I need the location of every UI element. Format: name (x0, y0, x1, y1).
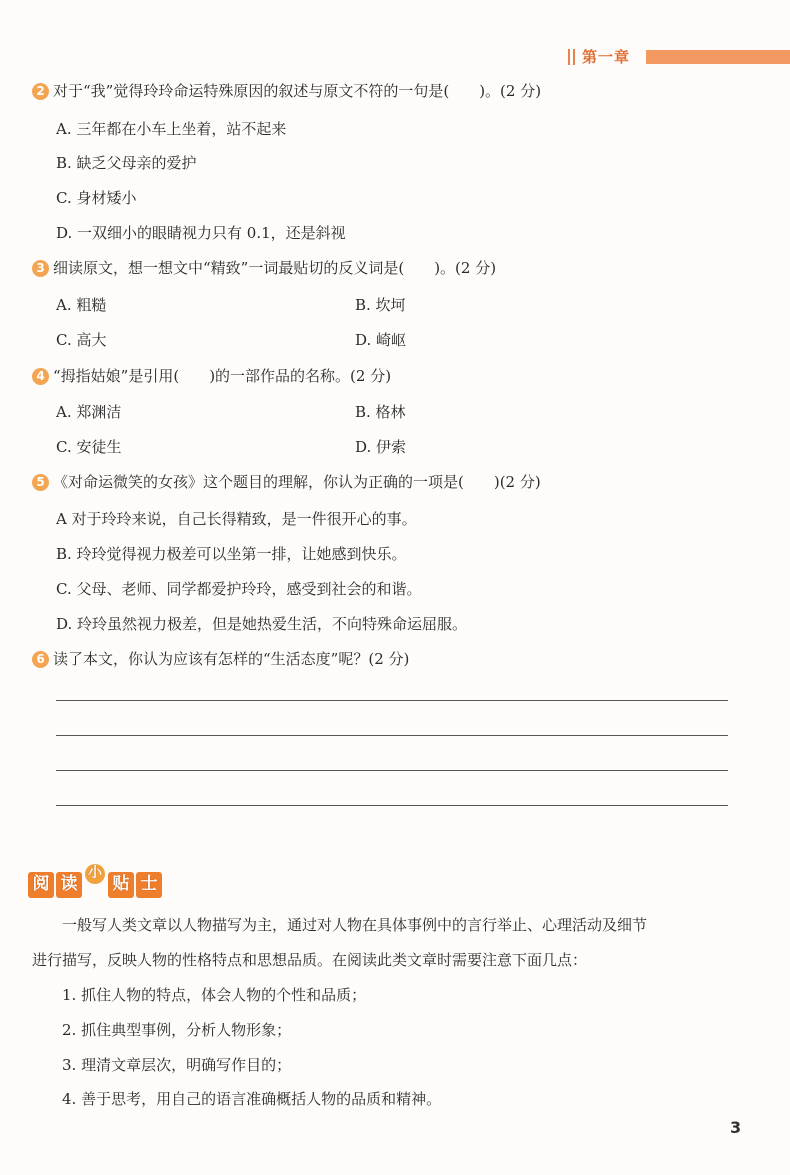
tip-point-4: 4. 善于思考，用自己的语言准确概括人物的品质和精神。 (62, 1090, 442, 1108)
option-3a: A. 粗糙 (56, 296, 107, 314)
tip-point-1: 1. 抓住人物的特点，体会人物的个性和品质； (62, 986, 367, 1004)
question-number-badge: 4 (32, 368, 49, 385)
page-number: 3 (730, 1118, 742, 1137)
question-text: “拇指姑娘”是引用( )的一部作品的名称。(2 分) (53, 367, 392, 385)
option-3b: B. 坎坷 (355, 296, 406, 314)
question-4 (32, 365, 391, 386)
tip-intro-line-1: 一般写人类文章以人物描写为主，通过对人物在具体事例中的言行举止、心理活动及细节 (62, 916, 648, 934)
option-5d: D. 玲玲虽然视力极差，但是她热爱生活，不向特殊命运屈服。 (56, 615, 468, 633)
option-4a: A. 郑渊洁 (56, 403, 122, 421)
chapter-header (568, 46, 790, 68)
answer-line-3[interactable] (56, 770, 728, 771)
tip-title-char: 读 (56, 872, 82, 898)
chapter-title: 第一章 (582, 48, 631, 66)
tip-point-2: 2. 抓住典型事例，分析人物形象； (62, 1021, 292, 1039)
answer-line-1[interactable] (56, 700, 728, 701)
question-text: 《对命运微笑的女孩》这个题目的理解，你认为正确的一项是( )(2 分) (53, 473, 541, 491)
option-2d: D. 一双细小的眼睛视力只有 0.1，还是斜视 (56, 224, 346, 242)
question-number-badge: 2 (32, 83, 49, 100)
option-4b: B. 格林 (355, 403, 406, 421)
option-5a: A 对于玲玲来说，自己长得精致，是一件很开心的事。 (56, 510, 417, 528)
question-6 (32, 648, 409, 669)
tip-title-char: 小 (85, 864, 105, 884)
tip-intro-line-2: 进行描写，反映人物的性格特点和思想品质。在阅读此类文章时需要注意下面几点： (32, 951, 588, 969)
tip-point-3: 3. 理清文章层次，明确写作目的； (62, 1056, 292, 1074)
tip-title-char: 士 (136, 872, 162, 898)
question-number-badge: 3 (32, 260, 49, 277)
option-2a: A. 三年都在小车上坐着，站不起来 (56, 120, 287, 138)
question-text: 细读原文，想一想文中“精致”一词最贴切的反义词是( )。(2 分) (53, 259, 497, 277)
question-number-badge: 6 (32, 651, 49, 668)
tip-title-char: 贴 (108, 872, 134, 898)
option-5b: B. 玲玲觉得视力极差可以坐第一排，让她感到快乐。 (56, 545, 407, 563)
option-2c: C. 身材矮小 (56, 189, 137, 207)
answer-line-2[interactable] (56, 735, 728, 736)
reading-tips-title (28, 862, 168, 902)
option-2b: B. 缺乏父母亲的爱护 (56, 154, 197, 172)
question-text: 对于“我”觉得玲玲命运特殊原因的叙述与原文不符的一句是( )。(2 分) (53, 82, 542, 100)
question-3 (32, 257, 496, 278)
chapter-bars-icon (568, 49, 578, 69)
tip-title-char: 阅 (28, 872, 54, 898)
option-3d: D. 崎岖 (355, 331, 407, 349)
question-2 (32, 80, 541, 101)
question-5 (32, 471, 541, 492)
option-3c: C. 高大 (56, 331, 107, 349)
answer-line-4[interactable] (56, 805, 728, 806)
chapter-band (646, 50, 790, 64)
option-4d: D. 伊索 (355, 438, 407, 456)
option-5c: C. 父母、老师、同学都爱护玲玲，感受到社会的和谐。 (56, 580, 422, 598)
question-text: 读了本文，你认为应该有怎样的“生活态度”呢？(2 分) (53, 650, 410, 668)
option-4c: C. 安徒生 (56, 438, 122, 456)
question-number-badge: 5 (32, 474, 49, 491)
